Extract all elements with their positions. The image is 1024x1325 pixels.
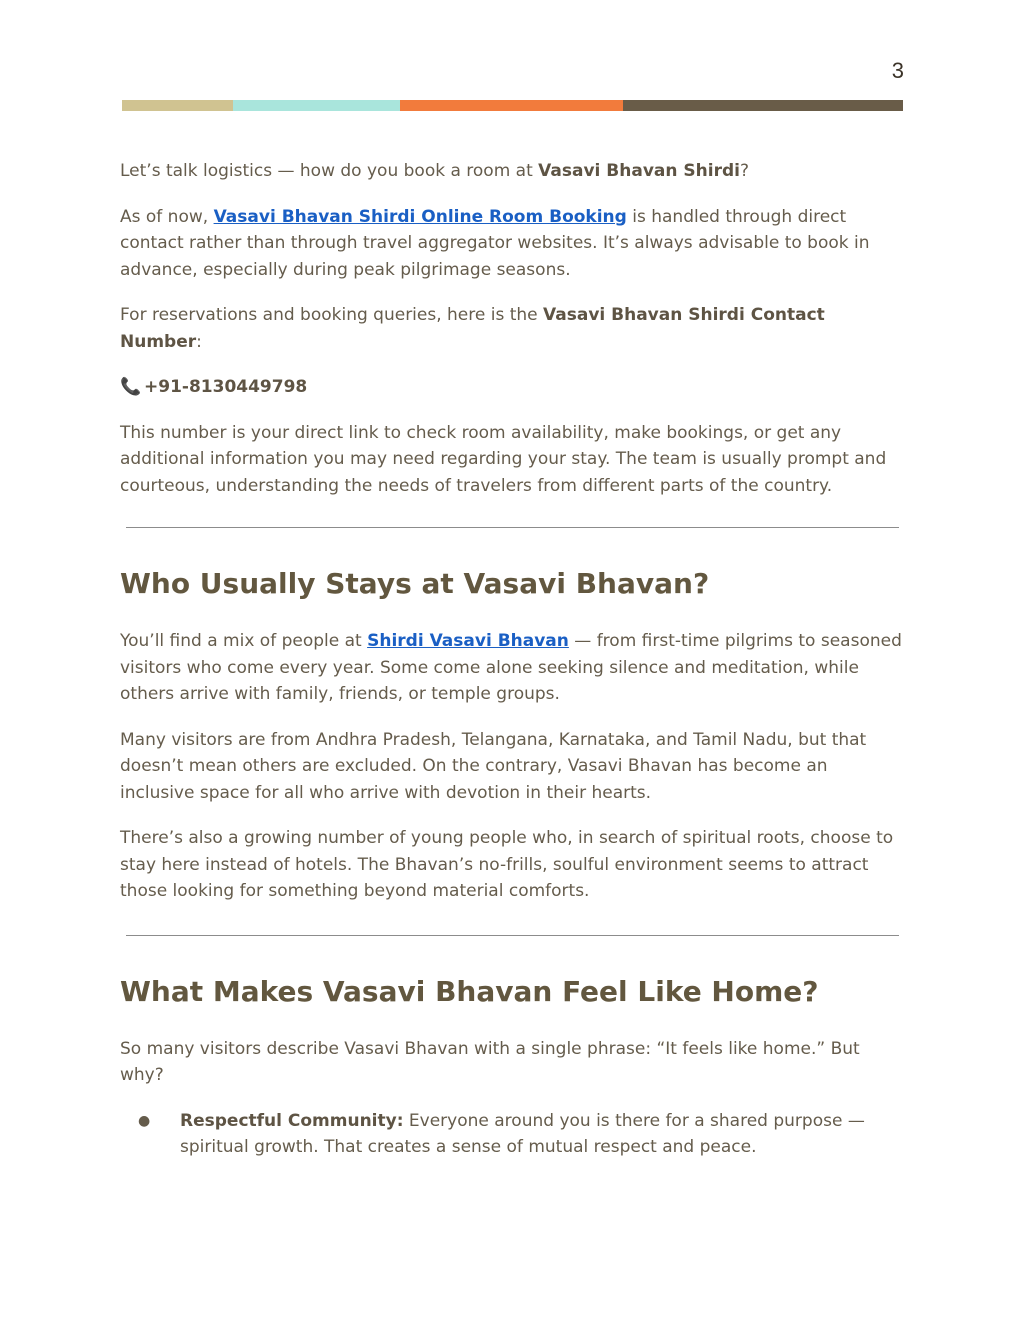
shirdi-vasavi-bhavan-link[interactable]: Shirdi Vasavi Bhavan — [367, 631, 569, 651]
phone-line — [120, 374, 905, 401]
decorative-color-bar — [122, 100, 903, 111]
online-booking-text-end: is handled through direct contact rather than through travel aggregator websites. It’s always advisable to book in advance, especially during peak pilgrimage seasons. — [120, 206, 870, 280]
online-booking-text-start: As of now, — [120, 206, 214, 227]
color-bar-segment-1 — [122, 100, 233, 111]
list-item-text: Everyone around you is there for a shared purpose — spiritual growth. That creates a sense of mutual respect and peace. — [180, 1110, 865, 1157]
list-item — [138, 1108, 905, 1161]
who-stays-paragraph-1 — [120, 628, 905, 708]
feature-list — [120, 1108, 905, 1161]
page-number: 3 — [891, 58, 904, 83]
phone-number: +91-8130449798 — [144, 377, 308, 397]
booking-intro-text: Let’s talk logistics — how do you book a room at — [120, 161, 539, 181]
color-bar-segment-4 — [623, 100, 903, 111]
feel-like-home-heading: What Makes Vasavi Bhavan Feel Like Home? — [120, 974, 819, 1008]
color-bar-segment-3 — [400, 100, 623, 111]
contact-details-paragraph: This number is your direct link to check room availability, make bookings, or get any additional information you may need regarding your stay. The team is usually prompt and courteous, understanding the needs of travelers from different parts of the country. — [120, 422, 887, 496]
feel-like-home-paragraph: So many visitors describe Vasavi Bhavan with a single phrase: “It feels like home.” But why? — [120, 1038, 860, 1085]
who-stays-heading: Who Usually Stays at Vasavi Bhavan? — [120, 567, 710, 600]
list-item-title: Respectful Community: — [180, 1110, 404, 1131]
section-divider-2 — [126, 935, 899, 936]
bullet-icon: ● — [138, 1112, 151, 1129]
contact-number-label: Vasavi Bhavan Shirdi Contact Number — [120, 305, 825, 352]
who-stays-paragraph-2: Many visitors are from Andhra Pradesh, Telangana, Karnataka, and Tamil Nadu, but that doesn’t mean others are excluded. On the contrary, Vasavi Bhavan has become an inclusive space for all who arrive with devotion in their hearts. — [120, 729, 867, 803]
booking-intro-end: ? — [739, 161, 749, 181]
booking-intro-bold: Vasavi Bhavan Shirdi — [538, 161, 740, 181]
document-body — [120, 158, 905, 1161]
contact-intro-text: For reservations and booking queries, here is the — [120, 305, 544, 325]
booking-intro-paragraph — [120, 158, 905, 185]
contact-intro-paragraph — [120, 302, 905, 355]
who-stays-text-start: You’ll find a mix of people at — [120, 631, 368, 651]
who-stays-paragraph-3: There’s also a growing number of young people who, in search of spiritual roots, choose to stay here instead of hotels. The Bhavan’s no-frills, soulful environment seems to attract those looking for something beyond material comforts. — [120, 828, 894, 901]
online-booking-paragraph — [120, 204, 905, 284]
phone-icon: 📞 — [120, 377, 142, 397]
online-room-booking-link[interactable]: Vasavi Bhavan Shirdi Online Room Booking — [213, 206, 627, 227]
who-stays-text-end: — from first-time pilgrims to seasoned visitors who come every year. Some come alone seeking silence and meditation, while others arrive with family, friends, or temple groups. — [120, 631, 902, 704]
contact-intro-colon: : — [196, 331, 202, 352]
section-divider-1 — [126, 527, 899, 528]
color-bar-segment-2 — [233, 100, 400, 111]
